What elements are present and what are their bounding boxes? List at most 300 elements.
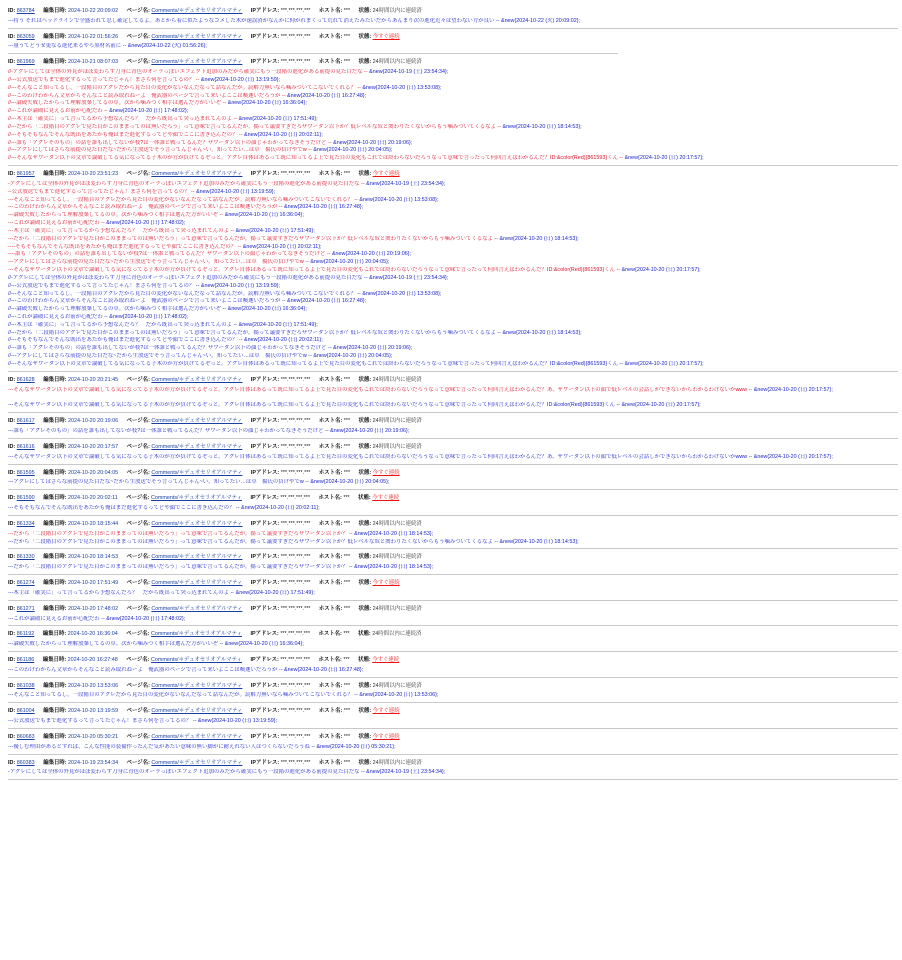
comment-date: &new{2024-10-20 (日) 17:48:02}; <box>106 220 186 227</box>
comment-date: &new{2024-10-20 (日) 20:17:57}; <box>621 267 701 274</box>
comment-line <box>8 140 898 148</box>
host-label: ホスト名: <box>318 520 343 527</box>
ip-label: IPアドレス: <box>250 418 280 425</box>
status-value: 24時間以内に連続済 <box>372 631 422 638</box>
page-name-label: ページ名: <box>126 733 150 740</box>
edited-at-label: 編集日時: <box>43 33 67 40</box>
comment-line <box>8 402 898 410</box>
status-label: 状態: <box>358 8 372 14</box>
comment-text: ---だから「二段階目のアグレで見た目がこのままってのは無いだろう」って意味で言ってるんだが。揚って議要すぎだろザワーダン以下か？ -- <box>8 564 353 571</box>
ip-value: ***.***.***.*** <box>280 580 311 587</box>
host-label: ホスト名: <box>318 708 343 715</box>
status-label: 状態: <box>358 580 372 587</box>
comment-date: &new{2024-10-20 (日) 16:27:48}; <box>284 204 364 211</box>
page-name-link[interactable]: Comments/＊デュオセリオアルマティ <box>150 657 243 663</box>
host-label: ホスト名: <box>318 605 343 612</box>
page-name-link[interactable]: Comments/＊デュオセリオアルマティ <box>151 554 243 561</box>
entry-meta <box>8 678 898 691</box>
entry-datetime: 2024-10-22 01:56:26 <box>68 33 119 40</box>
ip-label: IPアドレス: <box>250 8 280 14</box>
edited-at-label: 編集日時: <box>43 580 67 587</box>
ip-value: ***.***.***.*** <box>280 759 311 766</box>
page-name-label: ページ名: <box>126 495 150 502</box>
entry-lines <box>8 179 898 371</box>
page-name-label: ページ名: <box>126 580 150 587</box>
comment-text: //---公式放送でもまで進化するって言ってたじゃん！まさら何を言ってるの？ -- <box>8 76 200 83</box>
status-link-pending[interactable]: 今すぐ連続 <box>372 33 400 40</box>
comment-text: //-アグレにしては全体の外見がほぼ変わらず刀身に青色のオーラっぽいエフェクト追加のみだから確実にもう一段階の進化がある前提の見た目だな -- <box>8 69 368 76</box>
status-label: 状態: <box>358 171 372 178</box>
status-link-pending[interactable]: 今すぐ連続 <box>372 733 400 740</box>
comment-text: ---持う それはヘッドラインで全盛われて忍し確定してるよ。あとから着に似たようなコメした木が速誤済がなんかに仰がれまくって荒れて消えたみたいだからあんまり次の進化近々は望わない方が良い -- <box>8 17 500 24</box>
comment-date: &new{2024-10-20 (日) 16:36:04}; <box>227 306 307 313</box>
comment-line <box>8 147 898 155</box>
status-label: 状態: <box>358 520 372 527</box>
ip-label: IPアドレス: <box>250 443 280 450</box>
ip-value: ***.***.***.*** <box>280 520 311 527</box>
status-value: 24時間以内に連続済 <box>372 605 422 612</box>
ip-value: ***.***.***.*** <box>280 657 310 663</box>
comment-line <box>8 718 898 726</box>
host-label: ホスト名: <box>318 443 343 450</box>
page-name-link[interactable]: Comments/＊デュオセリオアルマティ <box>151 171 243 178</box>
id-label: ID: <box>8 554 16 561</box>
comment-date: &new{2024-10-19 (土) 23:54:34}; <box>366 180 446 187</box>
status-value: 24時間以内に連続済 <box>372 376 422 383</box>
log-entry <box>8 516 898 549</box>
comment-text: ---そんなザワーダン以下の文章で論破してる気になってる子木のが方が負けてるぞっと。アグレ自体はあるって既に知ってるよ上で見た目の変化もこれでは終わらないだろうなって意味で言ったって何回言えばわかるんだ？ID:&color(Red){861593}くん -- <box>8 402 621 409</box>
comment-text: ---木主は「確実に」って言ってるから予想なんだろ？ だから既出って突っ込まれてんのよ -- <box>8 589 235 596</box>
status-value: 24時間以内に連続済 <box>372 443 422 450</box>
edited-at-label: 編集日時: <box>43 520 67 527</box>
log-entry <box>8 465 898 491</box>
comment-date: &new{2024-10-20 (日) 13:53:08}; <box>362 290 442 297</box>
id-label: ID: <box>8 171 16 178</box>
page-name-link[interactable]: Comments/＊デュオセリオアルマティ <box>151 733 243 740</box>
entry-meta <box>8 516 898 529</box>
edited-at-label: 編集日時: <box>43 708 67 715</box>
log-entry <box>8 490 898 516</box>
ip-label: IPアドレス: <box>250 605 280 612</box>
comment-date: &new{2024-10-20 (日) 17:48:02}; <box>106 615 186 622</box>
comment-line <box>8 454 898 462</box>
comment-line <box>8 539 898 547</box>
entry-meta <box>8 439 898 452</box>
page-name-link[interactable]: Comments/＊デュオセリオアルマティ <box>151 682 243 689</box>
log-entry <box>8 166 898 372</box>
host-label: ホスト名: <box>318 59 343 66</box>
ip-label: IPアドレス: <box>250 708 280 715</box>
log-entry <box>8 372 898 413</box>
log-entry <box>8 549 898 575</box>
edited-at-label: 編集日時: <box>43 8 67 14</box>
entry-lines <box>8 41 898 53</box>
comment-text: ---そんなこと知ってるし。一段階目のアグレだから見た目の変化がないなんだなって話なんだが。読解力無いなら噛みついてこないでくれる？ -- <box>8 196 358 203</box>
entry-datetime: 2024-10-20 20:21:45 <box>68 376 119 383</box>
ip-label: IPアドレス: <box>250 580 280 587</box>
comment-line <box>8 306 898 314</box>
entry-meta <box>8 601 898 614</box>
entry-id-link[interactable]: 863059 <box>16 33 35 40</box>
status-label: 状態: <box>358 33 372 40</box>
entry-datetime: 2024-10-20 13:19:59 <box>68 708 119 715</box>
page-name-label: ページ名: <box>126 469 150 476</box>
page-name-link[interactable]: Comments/＊デュオセリオアルマティ <box>151 469 243 476</box>
entry-lines <box>8 767 898 779</box>
id-label: ID: <box>8 631 16 638</box>
entry-datetime: 2024-10-20 13:53:06 <box>68 682 119 689</box>
comment-date: &new{2024-10-20 (日) 20:04:05}; <box>310 479 390 486</box>
comment-text: ----誰も「アグレそのもの」の話を誰も出してないが枝?は一体誰と戦ってるんだ？ザワーダン以下の顔じゃわかってなきそうだけど -- <box>8 251 331 258</box>
entry-datetime: 2024-10-21 08:07:03 <box>68 59 119 66</box>
host-value: *** <box>343 520 351 527</box>
log-entry <box>8 601 898 627</box>
host-value: *** <box>343 605 351 612</box>
comment-line <box>8 155 898 163</box>
entry-meta <box>8 652 898 665</box>
log-entry <box>8 29 898 55</box>
status-value: 24時間以内に連続済 <box>372 59 422 66</box>
comment-line <box>8 244 898 252</box>
comment-date: &new{2024-10-20 (日) 16:36:04}; <box>227 100 307 107</box>
id-label: ID: <box>8 657 16 663</box>
comment-line <box>8 667 898 675</box>
comment-text: //---このわけわからん文章からそんなこと読み取れねーよ 俺武器のページで言って来いよここは喚迦いだろうが -- <box>8 298 286 305</box>
entry-lines <box>8 477 898 489</box>
host-value: *** <box>343 657 350 663</box>
comment-text: ---だから「二段階目のアグレで見た目がこのままってのは無いだろう」って意味で言ってるんだが。揚って議要すぎだろザワーダン以下か？ -- <box>8 530 353 537</box>
entry-lines <box>8 529 898 549</box>
comment-date: &new{2024-10-20 (日) 20:02:11}; <box>242 243 322 250</box>
edited-at-label: 編集日時: <box>43 443 67 450</box>
page-name-link[interactable]: Comments/＊デュオセリオアルマティ <box>151 580 243 587</box>
comment-line <box>8 283 898 291</box>
page-name-link[interactable]: Comments/＊デュオセリオアルマティ <box>151 376 243 383</box>
ip-value: ***.***.***.*** <box>280 631 310 638</box>
entry-datetime: 2024-10-20 18:15:44 <box>68 520 119 527</box>
log-entry <box>8 54 898 166</box>
comment-date: &new{2024-10-19 (土) 23:54:34}; <box>369 69 449 76</box>
id-label: ID: <box>8 469 16 476</box>
host-label: ホスト名: <box>318 469 343 476</box>
host-label: ホスト名: <box>318 8 343 14</box>
status-label: 状態: <box>358 682 372 689</box>
entry-meta <box>8 626 898 639</box>
status-link-pending[interactable]: 今すぐ連続 <box>372 171 400 178</box>
comment-text: ---アグレにしてはさらな前提の見た目だな~だから生放送でそう言ってんじゃん~い。知ってたい…は草 揚氏の負けやでw -- <box>8 479 309 486</box>
entry-datetime: 2024-10-20 16:27:48 <box>67 657 118 663</box>
status-label: 状態: <box>358 418 372 425</box>
host-value: *** <box>343 631 350 638</box>
entry-datetime: 2024-10-20 17:48:02 <box>68 605 119 612</box>
comment-line <box>8 564 898 572</box>
status-label: 状態: <box>358 469 372 476</box>
status-label: 状態: <box>358 759 372 766</box>
status-value: 24時間以内に連続済 <box>372 418 422 425</box>
comment-date: &new{2024-10-20 (日) 20:19:06}; <box>333 139 413 146</box>
comment-text: ---そんなザワーダン以下の文章で論破してる気になってる子木のが方が負けてるぞっと。アグレ自体はあるって既に知ってるよ上で見た目の変化もこれでは終わらないだろうなって意味で言ったって何回言えばわかるんだ？あ、ザワーダン以下の顔で低レベルの会話しかできないからわかるわけないかwww -- <box>8 453 753 460</box>
comment-line <box>8 132 898 140</box>
host-value: *** <box>343 580 351 587</box>
comment-line <box>8 531 898 539</box>
comment-line <box>8 236 898 244</box>
comment-text: ---そんなザワーダン以下の文章で論破してる気になってる子木のが方が負けてるぞっと。アグレ自体はあるって既に知ってるよ上で見た目の変化もこれでは終わらないだろうなって意味で言ったって何回言えばわかるんだ？あ、ザワーダン以下の顔で低レベルの会話しかできないからわかるわけないかwww -- <box>8 386 753 393</box>
page-name-link[interactable]: Comments/＊デュオセリオアルマティ <box>151 418 243 425</box>
entry-id-link[interactable]: 860383 <box>16 759 35 766</box>
comment-date: &new{2024-10-19 (土) 23:54:34}; <box>369 274 449 281</box>
status-value: 24時間以内に連続済 <box>372 520 422 527</box>
entry-lines <box>8 614 898 626</box>
page-name-link[interactable]: Comments/＊デュオセリオアルマティ <box>151 605 243 612</box>
ip-label: IPアドレス: <box>250 59 280 66</box>
comment-line <box>8 116 898 124</box>
page-name-label: ページ名: <box>126 8 150 14</box>
host-value: *** <box>343 171 351 178</box>
entry-meta <box>8 729 898 742</box>
comment-text: ---公式放送でもまで進化するって言ってたじゃん！まさら何を言ってるの？ -- <box>8 718 197 725</box>
comment-text: //---そもそもなんでそんな既出をあたかも俺はまだ進化するってどや顔でここに書き込んだの？ -- <box>8 337 243 344</box>
ip-value: ***.***.***.*** <box>280 708 311 715</box>
comment-line <box>8 337 898 345</box>
host-label: ホスト名: <box>318 759 343 766</box>
entry-id-link[interactable]: 861617 <box>16 418 35 425</box>
entry-id-link[interactable]: 861595 <box>16 469 35 476</box>
id-label: ID: <box>8 376 16 383</box>
comment-date: &new{2024-10-20 (日) 13:19:59}; <box>200 76 280 83</box>
page-name-link[interactable]: Comments/＊デュオセリオアルマティ <box>151 59 243 66</box>
comment-line <box>8 641 898 649</box>
status-label: 状態: <box>358 708 372 715</box>
comment-line <box>8 322 898 330</box>
entry-id-link[interactable]: 861957 <box>16 171 35 178</box>
entry-id-link[interactable]: 861274 <box>16 580 35 587</box>
ip-label: IPアドレス: <box>250 554 280 561</box>
comment-text: ---このわけわからん文章からそんなこと読み取れねーよ 俺武器のページで言って来いよここは喚迦いだろうが -- <box>8 666 283 673</box>
ip-label: IPアドレス: <box>250 759 280 766</box>
id-label: ID: <box>8 418 16 425</box>
ip-label: IPアドレス: <box>250 171 280 178</box>
comment-text: //---だから「二段階目のアグレで見た目がこのままってのは無いだろう」って意味で言ってるんだが。揚って議要すぎだろザワーダン以下か？低レベルな奴と関わりたくないからもう噛みついてくるなよ -- <box>8 329 502 336</box>
comment-text: //---アグレにしてはさらな前提の見た目だな~だから生放送でそう言ってんじゃん~い。知ってたい…は草 揚氏の負けやでw -- <box>8 353 312 360</box>
entry-id-link[interactable]: 861186 <box>16 657 35 663</box>
comment-text: ---だから「二段階目のアグレで見た目がこのままってのは無いだろう」って意味で言ってるんだが。揚って議要すぎだろザワーダン以下か？低レベルな奴と関わりたくないからもう噛みついてくるなよ -- <box>8 235 499 242</box>
status-link-pending[interactable]: 今すぐ連続 <box>372 657 400 663</box>
comment-text: //---そもそもなんでそんな既出をあたかも俺はまだ進化するってどや顔でここに書き込んだの？ -- <box>8 131 243 138</box>
line-gap <box>8 394 898 402</box>
entry-id-link[interactable]: 861969 <box>16 59 35 66</box>
comment-date: &new{2024-10-20 (日) 18:14:53}; <box>502 329 582 336</box>
comment-text: ---だから「二段階目のアグレで見た目がこのままってのは無いだろう」って意味で言ってるんだが。揚って議要すぎだろザワーダン以下か？低レベルな奴と関わりたくないからもう噛みついてくるなよ -- <box>8 538 499 545</box>
page-name-link[interactable]: Comments/＊デュオセリオアルマティ <box>151 33 243 40</box>
entry-id-link[interactable]: 861590 <box>16 495 35 502</box>
host-label: ホスト名: <box>318 171 343 178</box>
comment-date: &new{2024-10-20 (日) 20:17:57}; <box>621 402 701 409</box>
comment-text: ---優しむ理由があるとすれば、こんな性能の装備作ったんだ気があたい意味の無い脚がに耐えれない人はつくらないだろうね -- <box>8 743 315 750</box>
page-name-label: ページ名: <box>126 605 150 612</box>
comment-text: --公式放送でもまで進化するって言ってたじゃん！まさら何を言ってるの？ -- <box>8 188 195 195</box>
comment-date: &new{2024-10-20 (日) 17:48:02}; <box>109 108 189 115</box>
entry-lines <box>8 426 898 438</box>
comment-text: -アグレにしては全体の外見がほぼ変わらず刀身に青色のオーラっぽいエフェクト追加のみだから確実にもう一段階の進化がある前提の見た目だな -- <box>8 180 365 187</box>
status-value: 24時間以内に連続済 <box>372 8 422 14</box>
comment-date: &new{2024-10-20 (日) 17:51:49}; <box>238 321 318 328</box>
entry-id-link[interactable]: 861038 <box>16 682 35 689</box>
edited-at-label: 編集日時: <box>43 495 67 502</box>
comment-line <box>8 18 898 26</box>
entry-lines <box>8 665 898 677</box>
comment-line <box>8 275 898 283</box>
ip-value: ***.***.***.*** <box>280 682 311 689</box>
comment-line <box>8 744 898 752</box>
comment-date: &new{2024-10-20 (日) 20:02:11}; <box>244 337 323 344</box>
log-entry <box>8 652 898 678</box>
comment-text: ---そもそもなんでそんな既出をあたかも俺はまだ進化するってどや顔でここに書き込んだの？ -- <box>8 505 240 512</box>
comment-text: ---これが論破に見えるお前が心配だわ -- <box>8 220 105 227</box>
entry-meta <box>8 413 898 426</box>
page-name-link[interactable]: Comments/＊デュオセリオアルマティ <box>151 759 243 766</box>
entry-id-link[interactable]: 861628 <box>16 376 35 383</box>
log-entry <box>8 3 898 29</box>
ip-value: ***.***.***.*** <box>280 171 311 178</box>
comment-line <box>8 769 898 777</box>
comment-date: &new{2024-10-20 (日) 17:48:02}; <box>109 313 189 320</box>
page-name-link[interactable]: Comments/＊デュオセリオアルマティ <box>151 520 243 527</box>
entry-datetime: 2024-10-20 20:19:06 <box>68 418 119 425</box>
ip-label: IPアドレス: <box>250 495 279 502</box>
status-link-pending[interactable]: 今すぐ連続 <box>372 469 400 476</box>
comment-text: //---そんなザワーダン以下の文章で論破してる気になってる子木のが方が負けてるぞっと。アグレ自体はあるって既に知ってるよ上で見た目の変化もこれでは終わらないだろうなって意味で言ったって何回言えばわかるんだ？ID:&color(Red){861593}くん -- <box>8 360 624 367</box>
ip-value: ***.***.***.*** <box>280 8 311 14</box>
page-name-link[interactable]: Comments/＊デュオセリオアルマティ <box>151 708 243 715</box>
page-name-label: ページ名: <box>126 171 150 178</box>
comment-date: &new{2024-10-20 (日) 20:19:06}; <box>333 345 413 352</box>
status-link-pending[interactable]: 今すぐ連続 <box>372 495 400 502</box>
ip-value: ***.***.***.*** <box>280 554 311 561</box>
page-name-label: ページ名: <box>126 631 150 638</box>
ip-label: IPアドレス: <box>250 631 279 638</box>
status-link-pending[interactable]: 今すぐ連続 <box>372 708 400 715</box>
entry-lines <box>8 503 898 515</box>
entry-datetime: 2024-10-20 16:36:04 <box>67 631 118 638</box>
status-label: 状態: <box>358 631 371 638</box>
comment-line <box>8 220 898 228</box>
comment-date: &new{2024-10-20 (日) 18:14:53}; <box>499 538 579 545</box>
page-name-label: ページ名: <box>126 443 150 450</box>
entry-lines <box>8 385 898 413</box>
entry-id-link[interactable]: 861271 <box>16 605 35 612</box>
comment-date: &new{2024-10-20 (日) 20:02:11}; <box>241 505 320 512</box>
log-entry <box>8 678 898 704</box>
comment-line <box>8 291 898 299</box>
entry-id-link[interactable]: 861330 <box>16 554 35 561</box>
entry-meta <box>8 3 898 16</box>
comment-date: &new{2024-10-20 (日) 20:17:57}; <box>624 155 704 162</box>
entry-lines <box>8 452 898 464</box>
entry-datetime: 2024-10-20 20:17:57 <box>68 443 119 450</box>
status-label: 状態: <box>358 443 372 450</box>
comment-text: ---論破失敗したからって理解放棄してるの草。次から噛みつく相手は選んだ方がいいぞ -- <box>8 641 224 648</box>
ip-label: IPアドレス: <box>250 733 280 740</box>
comment-date: &new{2024-10-20 (日) 18:14:53}; <box>499 235 579 242</box>
comment-date: &new{2024-10-20 (日) 20:17:57}; <box>753 453 833 460</box>
comment-date: &new{2024-10-20 (日) 20:04:05}; <box>313 147 393 154</box>
comment-date: &new{2024-10-20 (日) 18:14:53}; <box>502 123 582 130</box>
page-name-link[interactable]: Comments/＊デュオセリオアルマティ <box>150 631 243 638</box>
edited-at-label: 編集日時: <box>43 682 67 689</box>
entry-id-link[interactable]: 861004 <box>16 708 35 715</box>
entry-datetime: 2024-10-20 05:30:21 <box>68 733 119 740</box>
status-value: 24時間以内に連続済 <box>372 554 422 561</box>
comment-text: //---だから「二段階目のアグレで見た目がこのままってのは無いだろう」って意味で言ってるんだが。揚って議要すぎだろザワーダン以下か？低レベルな奴と関わりたくないからもう噛みついてくるなよ -- <box>8 123 502 130</box>
id-label: ID: <box>8 8 16 14</box>
log-entry <box>8 729 898 755</box>
comment-line <box>8 330 898 338</box>
entry-id-link[interactable]: 861192 <box>16 631 35 638</box>
entry-id-link[interactable]: 860683 <box>16 733 35 740</box>
entry-id-link[interactable]: 861334 <box>16 520 35 527</box>
comment-date: &new{2024-10-20 (日) 20:19:06}; <box>330 428 410 435</box>
comment-date: &new{2024-10-20 (日) 13:53:08}; <box>359 196 439 203</box>
status-value: 24時間以内に連続済 <box>372 682 422 689</box>
host-value: *** <box>343 376 351 383</box>
ip-label: IPアドレス: <box>250 657 279 663</box>
page-name-link[interactable]: Comments/＊デュオセリオアルマティ <box>150 495 243 502</box>
page-name-link[interactable]: Comments/＊デュオセリオアルマティ <box>151 443 243 450</box>
page-name-link[interactable]: Comments/＊デュオセリオアルマティ <box>151 8 243 14</box>
comment-text: -アグレにしては全体の外見がほぼ変わらず刀身に青色のオーラっぽいエフェクト追加のみだから確実にもう一段階の進化がある前提の見た目だな -- <box>8 769 365 776</box>
edited-at-label: 編集日時: <box>43 171 67 178</box>
comment-date: &new{2024-10-20 (日) 05:30:21}; <box>316 743 396 750</box>
status-label: 状態: <box>358 495 371 502</box>
host-value: *** <box>343 759 351 766</box>
id-label: ID: <box>8 759 16 766</box>
entry-lines <box>8 67 898 165</box>
comment-text: //---これが論破に見えるお前が心配だわ -- <box>8 313 108 320</box>
entry-datetime: 2024-10-19 23:54:34 <box>68 759 119 766</box>
entry-meta <box>8 166 898 179</box>
ip-value: ***.***.***.*** <box>280 469 311 476</box>
entry-lines <box>8 690 898 702</box>
entry-id-link[interactable]: 861616 <box>16 443 35 450</box>
comment-date: &new{2024-10-20 (日) 13:19:59}; <box>200 282 280 289</box>
host-value: *** <box>343 554 351 561</box>
comment-date: &new{2024-10-20 (日) 13:53:08}; <box>362 84 442 91</box>
status-link-pending[interactable]: 今すぐ連続 <box>372 580 400 587</box>
comment-line <box>8 361 898 369</box>
page-name-label: ページ名: <box>126 682 150 689</box>
comment-date: &new{2024-10-20 (日) 16:36:04}; <box>224 212 304 219</box>
status-label: 状態: <box>358 376 372 383</box>
comment-text: ---そんなこと知ってるし。一段階目のアグレだから見た目の変化がないなんだなって話なんだが。読解力無いなら噛みついてこないでくれる？ -- <box>8 692 358 699</box>
comment-line <box>8 590 898 598</box>
edited-at-label: 編集日時: <box>43 376 67 383</box>
page-name-label: ページ名: <box>126 33 150 40</box>
comment-text: //---このわけわからん文章からそんなこと読み取れねーよ 俺武器のページで言って来いよここは喚迦いだろうが -- <box>8 92 286 99</box>
comment-line <box>8 353 898 361</box>
entry-meta <box>8 549 898 562</box>
page-name-label: ページ名: <box>126 657 150 663</box>
comment-date: &new{2024-10-20 (日) 13:19:59}; <box>196 188 276 195</box>
edited-at-label: 編集日時: <box>42 631 67 638</box>
edited-at-label: 編集日時: <box>43 759 67 766</box>
ip-value: ***.***.***.*** <box>280 495 310 502</box>
host-label: ホスト名: <box>318 376 343 383</box>
comment-line <box>8 251 898 259</box>
comment-text: //---木主は「確実に」って言ってるから予想なんだろ？ だから既出って突っ込まれてんのよ -- <box>8 116 238 123</box>
entry-datetime: 2024-10-20 18:14:53 <box>68 554 119 561</box>
entry-id-link[interactable]: 863784 <box>16 8 35 14</box>
comment-line <box>8 100 898 108</box>
